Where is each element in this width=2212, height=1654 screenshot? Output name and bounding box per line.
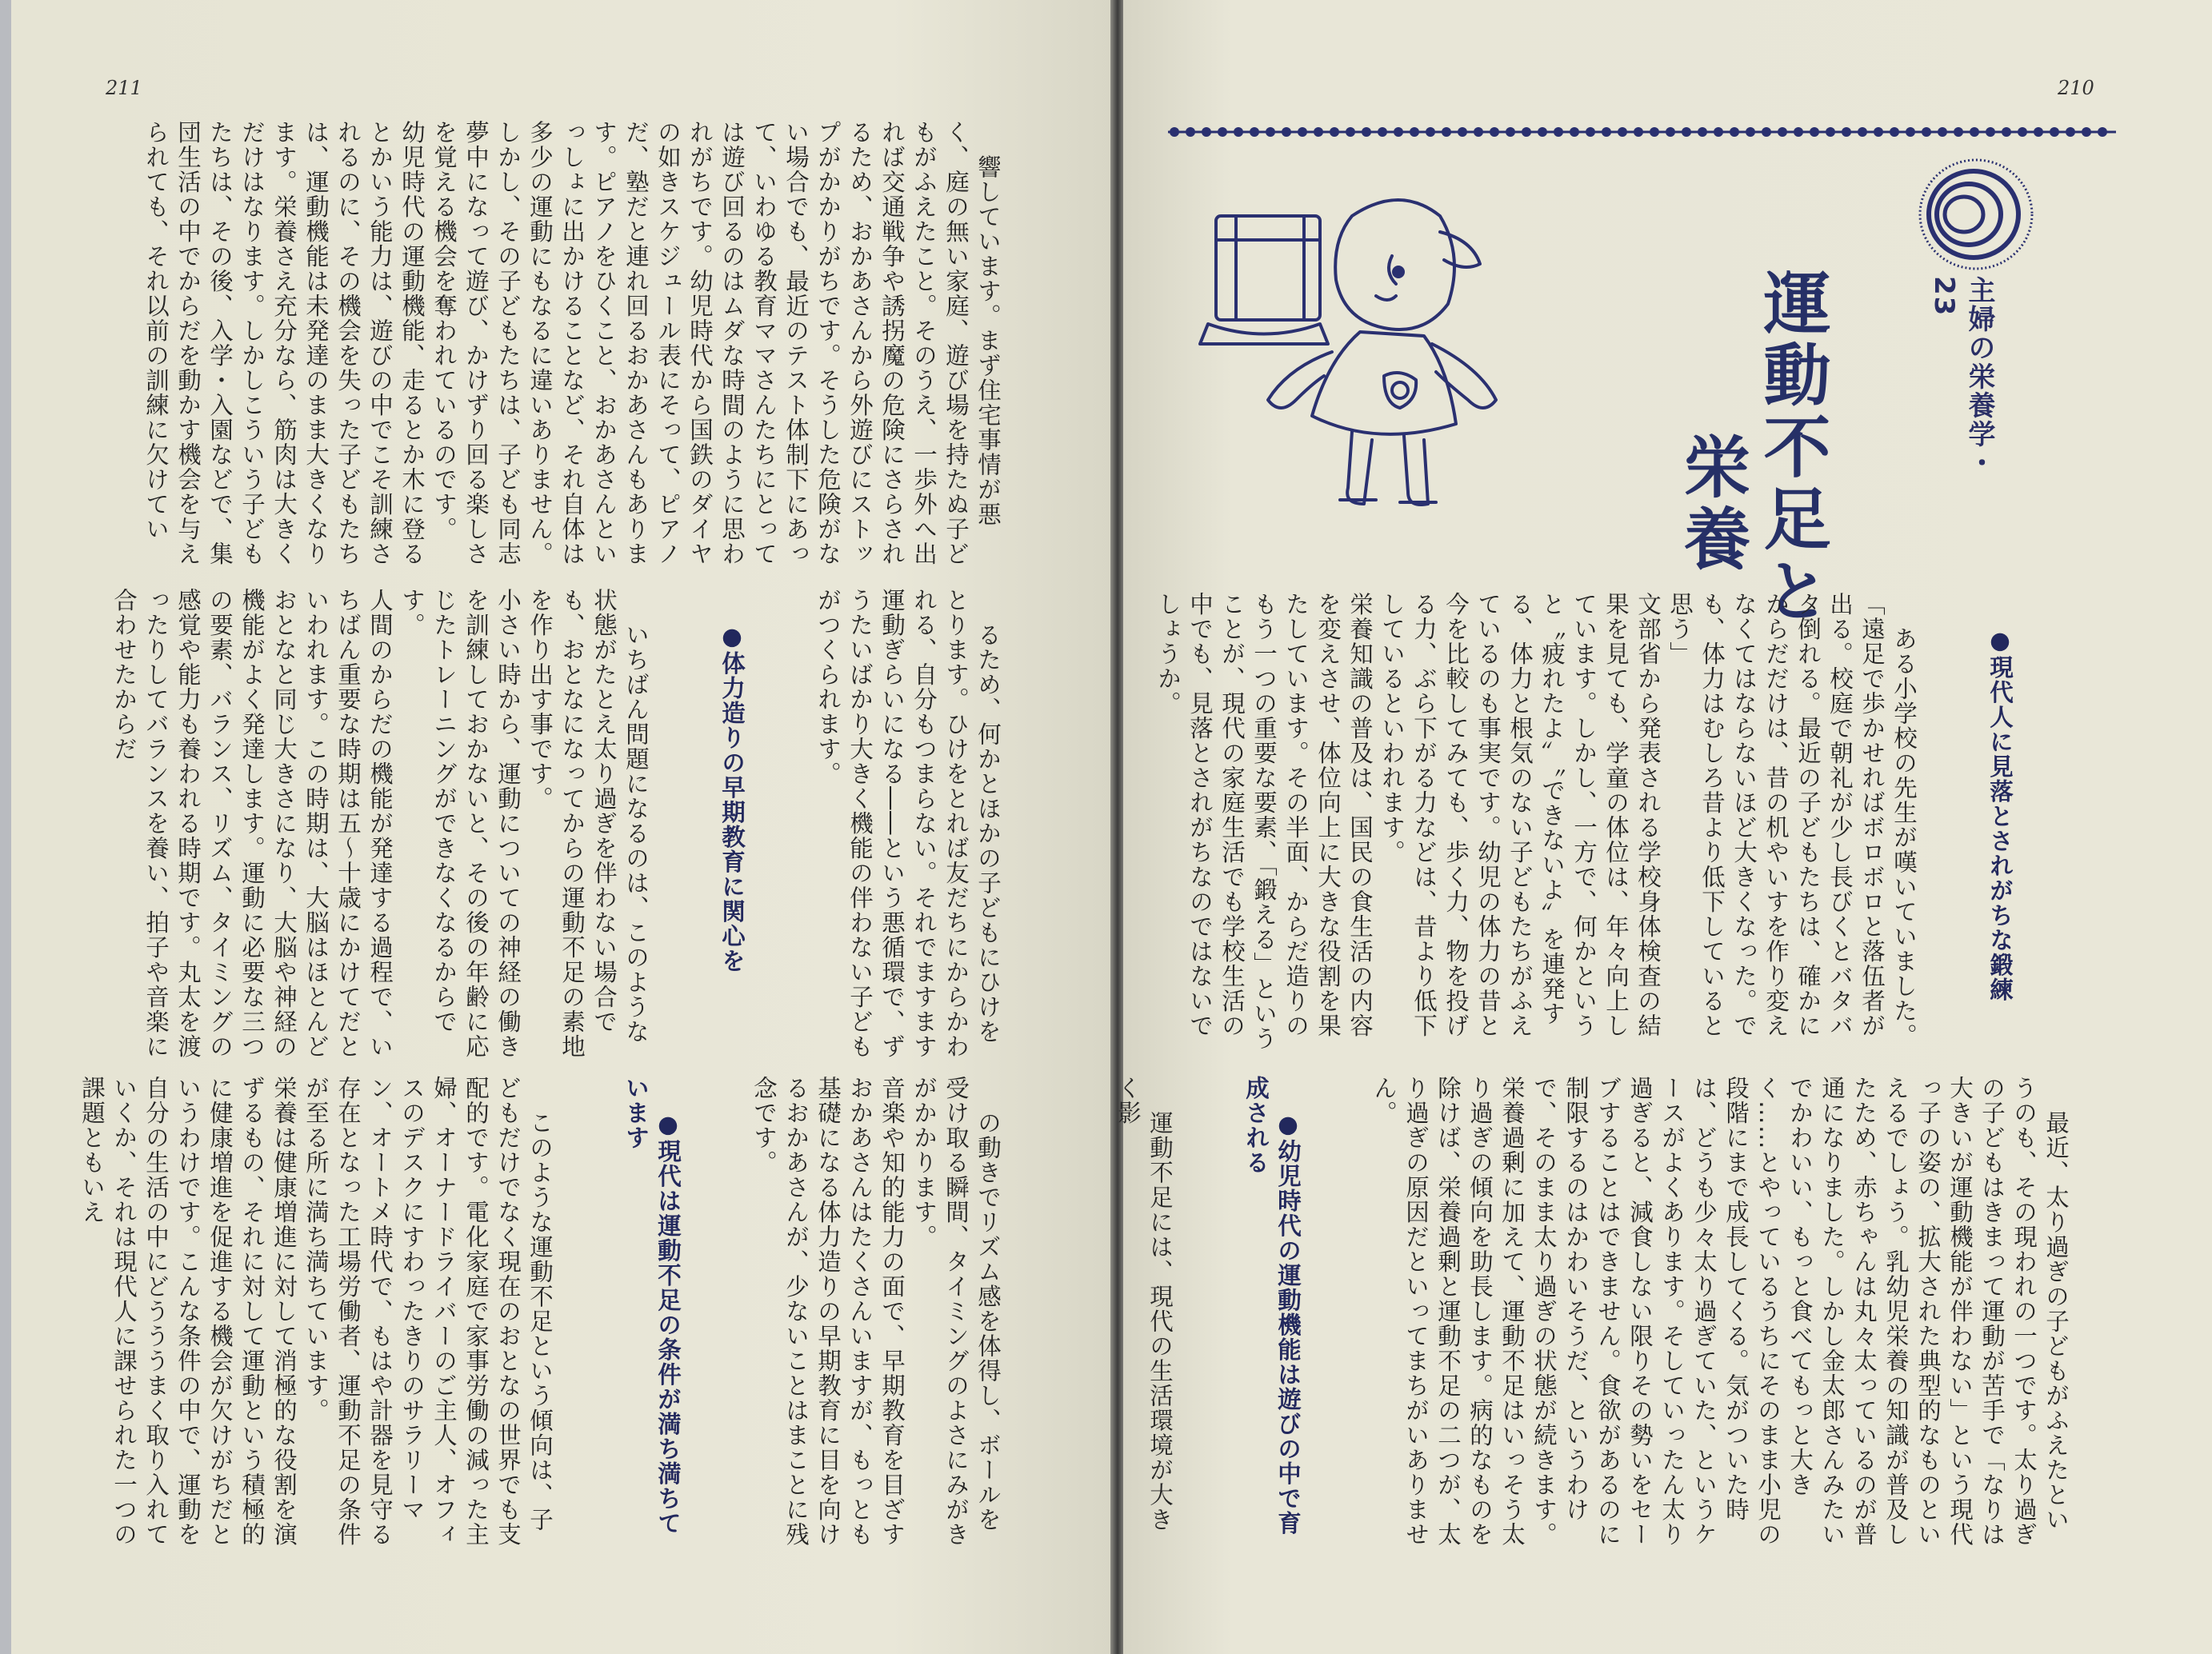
left-top-text-block bbox=[100, 120, 1036, 568]
article-title-line2: 栄養 bbox=[1673, 432, 1752, 576]
section-heading-child-motor-skills: ●幼児時代の運動機能は遊びの中で育成される bbox=[1242, 1076, 1302, 1536]
girl-with-abacus-illustration bbox=[1192, 184, 1544, 552]
right-top-body: ある小学校の先生が嘆いていました。 「遠足で歩かせればボロボロと落伍者が出る。校庭で朝礼が少し長びくとバタバタ倒れる。最近の子どもたちは、確かにからだだけは、昔の机やいすを作り変えなくてはならないほど大きくなった。でも、体力はむしろ昔より低下していると思う」 文部省から発表される学校身体検査の結果を見ても、学童の体位は、年々向上しています。しかし、一方で、何かというと〝疲れたよ〟〝できないよ〟を連発する、体力と根気のない子どもたちがふえているのも事実です。幼児の体力の昔と今を比較してみても、歩く力、物を投げる力、ぶら下がる力などは、昔より低下しているといわれます。 栄養知識の普及は、国民の食生活の内容を変えさせ、体位向上に大きな役割を果たしています。その半面、からだ造りのもう一つの重要な要素、「鍛える」ということが、現代の家庭生活でも学校生活の中でも、見落とされがちなのではないでしょうか。 bbox=[1154, 592, 1918, 1052]
left-middle-body1: るため、何かとほかの子どもにひけをとります。ひけをとれば友だちにからかわれる、自分もつまらない。それでますます運動ぎらいになる――という悪循環で、ずうたいばかり大きく機能の伴わない子どもがつくられます。 bbox=[814, 588, 1002, 1059]
page-number-left: 211 bbox=[106, 77, 142, 99]
left-bottom-body1: の動きでリズム感を体得し、ボールを受け取る瞬間、タイミングのよさにみがきがかかります。 音楽や知的能力の面で、早期教育を目ざすおかあさんはたくさんいますが、もっとも基礎になる体力造りの早期教育に目を向けるおかあさんが、少ないことはまことに残念です。 bbox=[750, 1076, 1002, 1547]
chain-border-ornament bbox=[1168, 120, 2116, 144]
section-heading-exercise-shortage: ●現代は運動不足の条件が満ち満ちています bbox=[622, 1076, 682, 1536]
series-label: 主婦の栄養学・23 bbox=[1928, 276, 1995, 477]
right-top-text-block bbox=[1154, 592, 2048, 1060]
page-number-right: 210 bbox=[2058, 77, 2094, 99]
section-heading-early-fitness: ●体力造りの早期教育に関心を bbox=[718, 622, 746, 974]
left-middle-text-block bbox=[100, 588, 1036, 1060]
section-heading-modern-training: ●現代人に見落とされがちな鍛練 bbox=[1986, 626, 2014, 1003]
left-middle-body2: いちばん問題になるのは、このような状態がたとえ太り過ぎを伴わない場合でも、おとなになってからの運動不足の素地を作り出す事です。 小さい時から、運動についての神経の働きを訓練しておかないと、その後の年齢に応じたトレーニングができなくなるからです。 人間のからだの機能が発達する過程で、いちばん重要な時期は五～十歳にかけてだといわれます。この時期は、大脳はほとんどおとなと同じ大きさになり、大脳や神経の機能がよく発達します。運動に必要な三つの要素、バランス、リズム、タイミングの感覚や能力も養われる時期です。丸太を渡ったりしてバランスを養い、拍子や音楽に合わせたからだ bbox=[110, 588, 650, 1059]
right-bottom-body2: 運動不足には、現代の生活環境が大きく影 bbox=[1114, 1076, 1174, 1532]
left-top-body: 響しています。まず住宅事情が悪く、庭の無い家庭、遊び場を持たぬ子どもがふえたこと。そのうえ、一歩外へ出れば交通戦争や誘拐魔の危険にさらされるため、おかあさんから外遊びにストップがかかりがちです。そうした危険がない場合でも、最近のテスト体制下にあって、いわゆる教育ママさんたちにとっては遊び回るのはムダな時間のように思われがちです。幼児時代から国鉄のダイヤの如きスケジュール表にそって、ピアノだ、塾だと連れ回るおかあさんもあります。ピアノをひくこと、おかあさんといっしょに出かけることなど、それ自体は多少の運動にもなるに違いありません。しかし、その子どもたちは、子ども同志夢中になって遊び、かけずり回る楽しさを覚える機会を奪われているのです。 幼児時代の運動機能、走るとか木に登るとかいう能力は、遊びの中でこそ訓練されるのに、その機会を失った子どもたちは、運動機能は未発達のまま大きくなります。栄養さえ充分なら、筋肉は大きくだけはなります。しかしこういう子どもたちは、その後、入学・入園などで、集団生活の中でからだを動かす機会を与えられても、それ以前の訓練に欠けてい bbox=[142, 120, 1002, 566]
right-bottom-text-block bbox=[1114, 1076, 2104, 1556]
left-bottom-body2: このような運動不足という傾向は、子どもだけでなく現在のおとなの世界でも支配的です。電化家庭で家事労働の減った主婦、オーナードライバーのご主人、オフィスのデスクにすわったきりのサラリーマン、オートメ時代で、もはや計器を見守る存在となった工場労働者、運動不足の条件が至る所に満ち満ちています。 栄養は健康増進に対して消極的な役割を演ずるもの、それに対して運動という積極的に健康増進を促進する機会が欠けがちだというわけです。こんな条件の中で、運動を自分の生活の中にどうううまく取り入れていくか、それは現代人に課せられた一つの課題ともいえ bbox=[78, 1076, 554, 1547]
article-title-line1: 運動不足と bbox=[1753, 268, 1832, 628]
left-bottom-text-block bbox=[78, 1076, 1036, 1556]
concentric-circles-emblem bbox=[1916, 152, 2044, 280]
right-bottom-body1: 最近、太り過ぎの子どもがふえたというのも、その現われの一つです。太り過ぎの子どもはきまって運動が苦手で「なりは大きいが運動機能が伴わない」という現代っ子の姿の、拡大された典型的なものといえるでしょう。乳幼児栄養の知識が普及したため、赤ちゃんは丸々太っているのが普通になりました。しかし金太郎さんみたいでかわいい、もっと食べてもっと大きく……とやっているうちにそのまま小児の段階にまで成長してくる。気がついた時は、どうも少々太り過ぎていた、というケースがよくあります。そしていったん太り過ぎると、減食しない限りその勢いをセーブすることはできません。食欲があるのに制限するのはかわいそうだ、というわけで、そのまま太り過ぎの状態が続きます。 栄養過剰に加えて、運動不足はいっそう太り過ぎの傾向を助長します。病的なものを除けば、栄養過剰と運動不足の二つが、太り過ぎの原因だといってまちがいありません。 bbox=[1370, 1076, 2070, 1547]
